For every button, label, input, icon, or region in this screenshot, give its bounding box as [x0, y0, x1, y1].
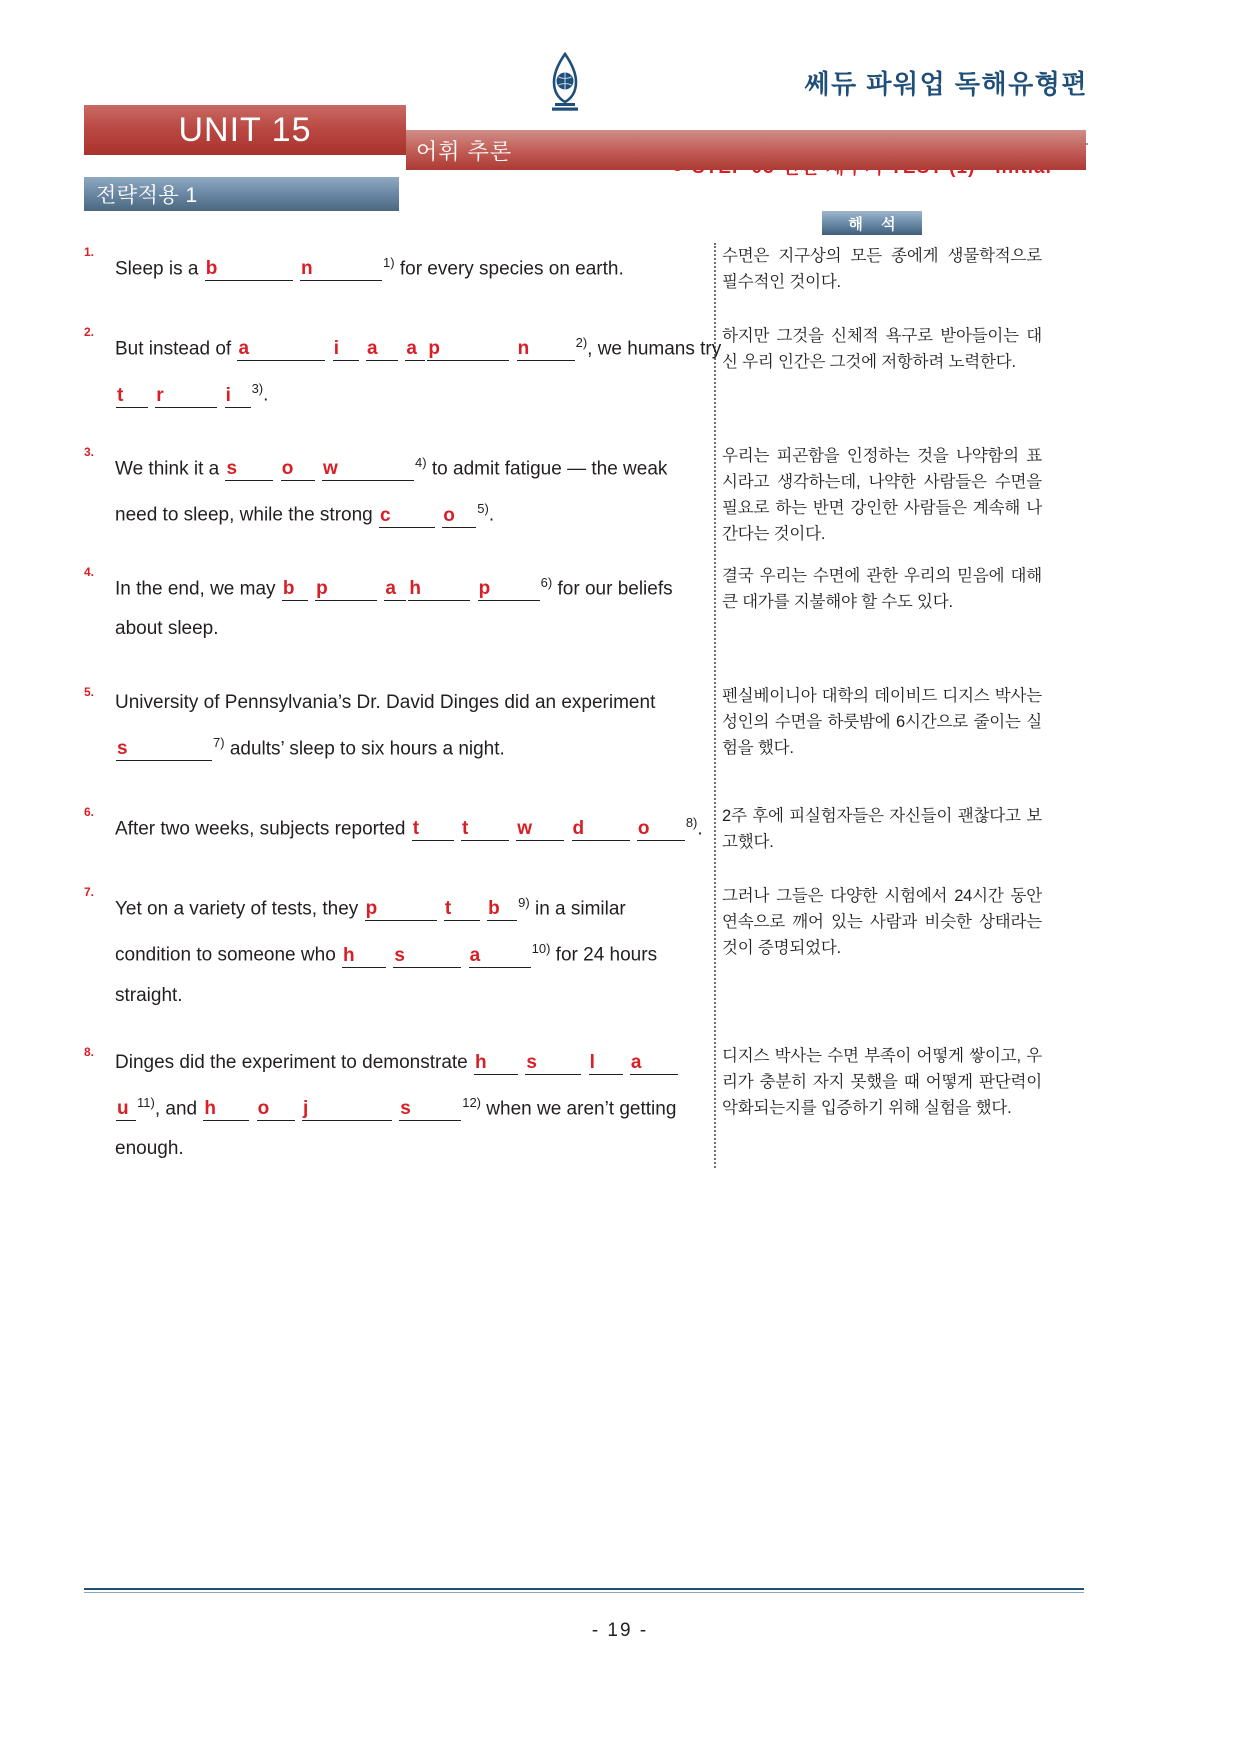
- question-translation: 결국 우리는 수면에 관한 우리의 믿음에 대해 큰 대가를 지불해야 할 수도 있다.: [722, 567, 1042, 611]
- sentence-fragment: [436, 505, 441, 526]
- sentence-fragment: [393, 1098, 398, 1119]
- blank-initial-letter: a: [469, 944, 481, 966]
- blank-initial-letter: p: [478, 578, 491, 600]
- blank-initial-letter: d: [572, 818, 585, 840]
- blank-initial-letter: o: [281, 458, 294, 480]
- question-number: 2.: [84, 325, 95, 339]
- brand-title: 쎄듀 파워업 독해유형편: [804, 69, 1088, 99]
- blank-initial-letter: h: [409, 578, 421, 600]
- question-line: [115, 1129, 724, 1169]
- footnote-marker: 11): [137, 1095, 155, 1110]
- question-text: [115, 243, 724, 289]
- question-line: [115, 1043, 724, 1083]
- blank-initial-letter: a: [238, 338, 250, 360]
- answer-blank[interactable]: [478, 578, 540, 601]
- sentence-fragment: , we humans try: [587, 338, 722, 360]
- sentence-fragment: .: [488, 504, 495, 526]
- blank-initial-letter: p: [365, 898, 378, 920]
- question-text: [115, 1043, 724, 1169]
- sentence-fragment: [631, 818, 636, 839]
- question-line: [115, 369, 724, 415]
- sentence-fragment: [519, 1052, 524, 1073]
- footnote-marker: 4): [415, 455, 427, 470]
- sentence-fragment: We think it a: [115, 458, 225, 480]
- question-english: [84, 323, 724, 416]
- sentence-fragment: [250, 1098, 255, 1119]
- answer-blank[interactable]: [516, 818, 564, 841]
- answer-blank[interactable]: [442, 505, 476, 528]
- sentence-fragment: need to sleep, while the strong: [115, 504, 379, 526]
- blank-initial-letter: b: [488, 898, 500, 920]
- answer-blank[interactable]: [517, 338, 575, 361]
- sentence-fragment: about sleep.: [115, 618, 219, 640]
- sentence-fragment: [471, 578, 476, 599]
- sentence-fragment: enough.: [115, 1138, 184, 1160]
- answer-blank[interactable]: [322, 458, 414, 481]
- answer-blank[interactable]: [461, 818, 509, 841]
- blank-initial-letter: o: [443, 504, 455, 526]
- sentence-fragment: straight.: [115, 984, 183, 1006]
- strategy-label: 전략적용 1: [96, 184, 198, 207]
- blank-initial-letter: h: [475, 1052, 487, 1073]
- question-line: [115, 723, 724, 769]
- sentence-fragment: [510, 338, 515, 359]
- blank-initial-letter: w: [517, 818, 533, 840]
- question-translation: 하지만 그것을 신체적 욕구로 받아들이는 대신 우리 인간은 그것에 저항하려 노력한다.: [722, 327, 1042, 371]
- blank-initial-letter: l: [589, 1052, 595, 1073]
- sentence-fragment: when we aren’t getting: [481, 1098, 677, 1120]
- question-line: [115, 976, 724, 1016]
- answer-blank[interactable]: [572, 818, 630, 841]
- blank-initial-letter: a: [367, 338, 378, 360]
- answer-blank[interactable]: [379, 505, 435, 528]
- footnote-marker: 5): [477, 501, 489, 517]
- blank-initial-letter: b: [205, 258, 218, 280]
- blank-initial-letter: i: [333, 338, 340, 360]
- footer-rule-secondary: [84, 1592, 1084, 1593]
- question-number: 7.: [84, 885, 95, 899]
- sentence-fragment: [316, 458, 321, 479]
- footer-rule: [84, 1588, 1084, 1590]
- answer-blank[interactable]: [155, 385, 217, 408]
- answer-blank[interactable]: [282, 578, 308, 601]
- question-translation: 그러나 그들은 다양한 시험에서 24시간 동안 연속으로 깨어 있는 사람과 비슷한 상태라는 것이 증명되었다.: [722, 887, 1042, 957]
- sentence-fragment: [326, 338, 331, 359]
- answer-blank[interactable]: [281, 458, 315, 481]
- sentence-fragment: In the end, we may: [115, 578, 281, 600]
- footnote-marker: 9): [518, 895, 530, 910]
- sentence-fragment: Yet on a variety of tests, they: [115, 898, 364, 920]
- sentence-fragment: [438, 898, 443, 919]
- sentence-fragment: .: [697, 818, 703, 840]
- sentence-fragment: for every species on earth.: [394, 258, 624, 280]
- footnote-marker: 12): [462, 1095, 482, 1110]
- question-translation: 디지스 박사는 수면 부족이 어떻게 쌓이고, 우리가 충분히 자지 못했을 때 어떻게 판단력이 악화되는지를 입증하기 위해 실험을 했다.: [722, 1047, 1042, 1117]
- answer-blank[interactable]: [408, 578, 470, 601]
- answer-blank[interactable]: [225, 458, 273, 481]
- sentence-fragment: [360, 338, 365, 359]
- sentence-fragment: But instead of: [115, 338, 237, 360]
- sentence-fragment: After two weeks, subjects reported: [115, 818, 411, 840]
- sentence-fragment: [481, 898, 486, 919]
- blank-initial-letter: t: [412, 818, 420, 840]
- page-number: - 19 -: [591, 1620, 649, 1641]
- question-english: [84, 683, 724, 769]
- answer-blank[interactable]: [342, 945, 386, 968]
- blank-initial-letter: h: [343, 944, 355, 966]
- blank-initial-letter: w: [323, 458, 338, 480]
- blank-initial-letter: t: [444, 898, 452, 920]
- sentence-fragment: [387, 945, 392, 966]
- answer-blank[interactable]: [225, 385, 251, 408]
- sentence-fragment: in a similar: [529, 898, 626, 920]
- footnote-marker: 10): [531, 941, 551, 957]
- sentence-fragment: to admit fatigue — the weak: [426, 458, 668, 480]
- translation-badge-label: 해 석: [848, 215, 903, 233]
- question-translation: 우리는 피곤함을 인정하는 것을 나약함의 표시라고 생각하는데, 나약한 사람들은 수면을 필요로 하는 반면 강인한 사람들은 계속해 나간다는 것이다.: [722, 447, 1042, 543]
- answer-blank[interactable]: [637, 818, 685, 841]
- blank-initial-letter: b: [282, 578, 295, 600]
- footnote-marker: 3): [251, 381, 264, 397]
- question-number: 3.: [84, 445, 95, 459]
- footnote-marker: 7): [213, 735, 225, 750]
- question-number: 8.: [84, 1045, 95, 1059]
- answer-blank[interactable]: [525, 1052, 581, 1075]
- blank-initial-letter: t: [461, 818, 469, 840]
- blank-initial-letter: h: [204, 1098, 216, 1120]
- question-line: [115, 883, 724, 929]
- sentence-fragment: [565, 818, 570, 839]
- question-text: [115, 803, 724, 849]
- sentence-fragment: [455, 818, 460, 839]
- sentence-fragment: [378, 578, 383, 599]
- answer-blank[interactable]: [300, 258, 382, 281]
- blank-initial-letter: p: [316, 578, 328, 600]
- answer-blank[interactable]: [116, 1098, 136, 1121]
- strategy-bar: [84, 177, 399, 211]
- answer-blank[interactable]: [366, 338, 398, 361]
- sentence-fragment: [510, 818, 515, 839]
- answer-blank[interactable]: [315, 578, 377, 601]
- blank-initial-letter: t: [117, 384, 124, 406]
- answer-blank[interactable]: [237, 338, 325, 361]
- question-english: [84, 883, 724, 1016]
- blank-initial-letter: o: [257, 1098, 270, 1120]
- question-line: [115, 929, 724, 975]
- answer-blank[interactable]: [302, 1098, 392, 1121]
- question-english: [84, 243, 724, 289]
- sentence-fragment: for 24 hours: [550, 944, 658, 966]
- question-english: [84, 803, 724, 849]
- question-line: [115, 1083, 724, 1129]
- fountain-pen-globe-icon: [545, 52, 585, 114]
- sentence-fragment: [294, 258, 299, 279]
- blank-initial-letter: s: [117, 738, 128, 760]
- blank-initial-letter: i: [225, 384, 231, 406]
- sentence-fragment: [149, 385, 154, 406]
- sentence-fragment: .: [263, 384, 269, 406]
- blank-initial-letter: a: [406, 338, 417, 360]
- blank-initial-letter: n: [301, 258, 313, 280]
- question-number: 4.: [84, 565, 95, 579]
- blank-initial-letter: s: [226, 458, 238, 480]
- sentence-fragment: Dinges did the experiment to demonstrate: [115, 1052, 474, 1073]
- footnote-marker: 6): [540, 575, 553, 590]
- blank-initial-letter: o: [637, 818, 650, 840]
- question-text: [115, 323, 724, 416]
- unit-banner: [84, 105, 406, 155]
- answer-blank[interactable]: [116, 738, 212, 761]
- sentence-fragment: condition to someone who: [115, 944, 342, 966]
- question-number: 1.: [84, 245, 95, 259]
- footnote-marker: 1): [383, 255, 395, 270]
- sentence-fragment: [462, 945, 467, 966]
- footnote-marker: 2): [575, 335, 588, 350]
- blank-initial-letter: s: [394, 944, 405, 966]
- question-number: 5.: [84, 685, 95, 699]
- unit-label: UNIT 15: [178, 110, 312, 149]
- question-english: [84, 443, 724, 536]
- sentence-fragment: University of Pennsylvania’s Dr. David Dinges did an experiment: [115, 692, 656, 713]
- sentence-fragment: [582, 1052, 587, 1073]
- question-line: [115, 243, 724, 289]
- topic-banner: [406, 130, 1086, 170]
- sentence-fragment: , and: [154, 1098, 203, 1120]
- blank-initial-letter: s: [400, 1098, 411, 1120]
- answer-blank[interactable]: [474, 1052, 518, 1075]
- answer-blank[interactable]: [333, 338, 359, 361]
- translation-badge: [822, 211, 922, 235]
- answer-blank[interactable]: [257, 1098, 295, 1121]
- answer-blank[interactable]: [630, 1052, 678, 1075]
- question-line: [115, 563, 724, 609]
- answer-blank[interactable]: [116, 385, 148, 408]
- question-text: [115, 563, 724, 649]
- blank-initial-letter: c: [380, 504, 391, 526]
- answer-blank[interactable]: [205, 258, 293, 281]
- question-text: [115, 443, 724, 536]
- answer-blank[interactable]: [444, 898, 480, 921]
- sentence-fragment: [399, 338, 404, 359]
- sentence-fragment: [274, 458, 279, 479]
- blank-initial-letter: s: [526, 1052, 537, 1073]
- answer-blank[interactable]: [469, 945, 531, 968]
- sentence-fragment: [624, 1052, 629, 1073]
- blank-initial-letter: u: [117, 1098, 129, 1120]
- sentence-fragment: [309, 578, 314, 599]
- question-line: [115, 323, 724, 369]
- blank-initial-letter: p: [428, 338, 440, 360]
- answer-blank[interactable]: [405, 338, 425, 361]
- answer-blank[interactable]: [412, 818, 454, 841]
- question-translation: 펜실베이니아 대학의 데이비드 디지스 박사는 성인의 수면을 하룻밤에 6시간으로 줄이는 실험을 했다.: [722, 687, 1042, 757]
- answer-blank[interactable]: [203, 1098, 249, 1121]
- question-text: [115, 683, 724, 769]
- topic-label: 어휘 추론: [416, 138, 513, 164]
- answer-blank[interactable]: [365, 898, 437, 921]
- blank-initial-letter: n: [517, 338, 530, 360]
- blank-initial-letter: r: [156, 384, 164, 406]
- question-english: [84, 1043, 724, 1169]
- blank-initial-letter: j: [302, 1098, 309, 1120]
- question-line: [115, 803, 724, 849]
- question-translation: 수면은 지구상의 모든 종에게 생물학적으로 필수적인 것이다.: [722, 247, 1042, 291]
- blank-initial-letter: a: [630, 1052, 642, 1073]
- question-text: [115, 883, 724, 1016]
- question-number: 6.: [84, 805, 95, 819]
- answer-blank[interactable]: [393, 945, 461, 968]
- sentence-fragment: for our beliefs: [552, 578, 673, 600]
- sentence-fragment: [218, 385, 223, 406]
- question-line: [115, 683, 724, 723]
- question-line: [115, 489, 724, 535]
- answer-blank[interactable]: [589, 1052, 623, 1075]
- answer-blank[interactable]: [487, 898, 517, 921]
- question-english: [84, 563, 724, 649]
- question-line: [115, 609, 724, 649]
- question-translation: 2주 후에 피실험자들은 자신들이 괜찮다고 보고했다.: [722, 807, 1042, 851]
- sentence-fragment: Sleep is a: [115, 258, 204, 280]
- blank-initial-letter: a: [385, 578, 396, 600]
- answer-blank[interactable]: [384, 578, 406, 601]
- answer-blank[interactable]: [399, 1098, 461, 1121]
- sentence-fragment: adults’ sleep to six hours a night.: [224, 738, 505, 760]
- footnote-marker: 8): [685, 815, 698, 830]
- sentence-fragment: [296, 1098, 301, 1119]
- question-line: [115, 443, 724, 489]
- answer-blank[interactable]: [427, 338, 509, 361]
